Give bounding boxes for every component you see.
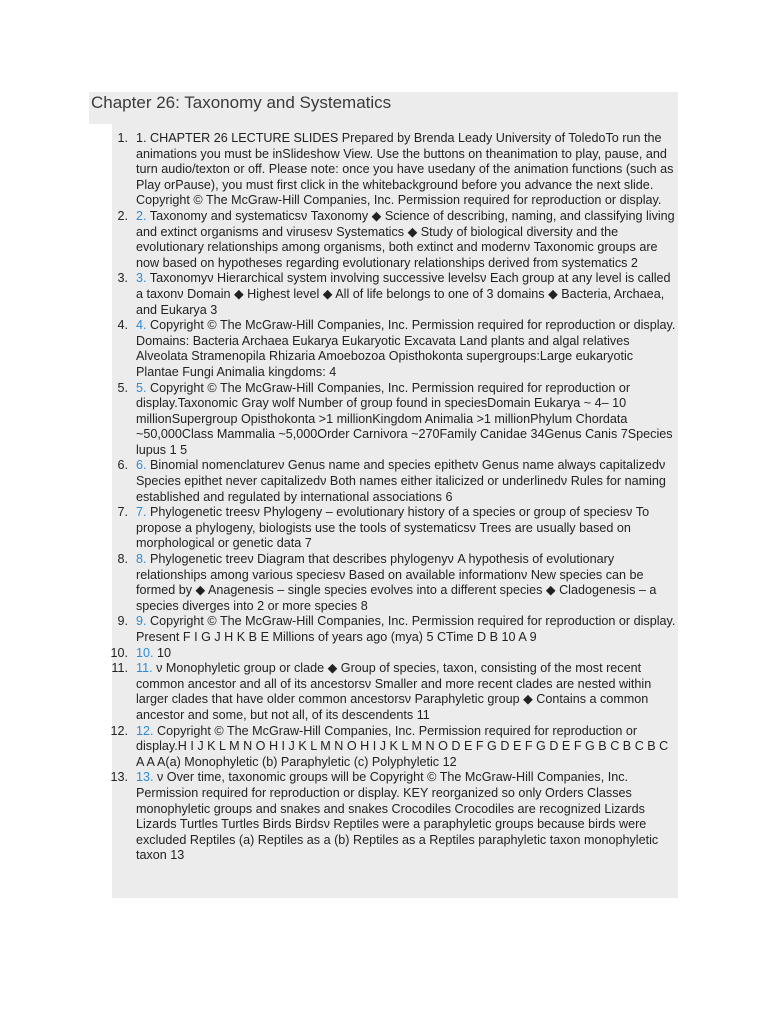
item-text: ν Over time, taxonomic groups will be Copyright © The McGraw-Hill Companies, Inc. Permission required for reproduction or display. KEY reorganized so only Orders Classes monophyletic groups and snakes and snakes Crocodiles Crocodiles are recognized Lizards Lizards Turtles Turtles Birds Birdsν Reptiles were a paraphyletic groups because birds were excluded Reptiles (a) Reptiles as a (b) Reptiles as a Reptiles paraphyletic taxon monophyletic taxon 13 [136,770,659,863]
slide-link[interactable]: 10. [136,645,154,660]
slide-link[interactable]: 13. [136,770,154,785]
list-item [102,505,678,552]
item-text: 10 [157,645,172,660]
item-text: Taxonomyν Hierarchical system involving successive levelsν Each group at any level is called a taxonν Domain ◆ Highest level ◆ All of life belongs to one of 3 domains ◆ Bacteria, Archaea, and Eukarya 3 [136,271,671,317]
item-text: Phylogenetic treesν Phylogeny – evolutionary history of a species or group of speciesν To propose a phylogeny, biologists use the tools of systematicsν Trees are usually based on morphological or genetic data 7 [136,505,650,551]
list-item [102,209,678,271]
list-item [102,131,678,209]
item-text: Copyright © The McGraw-Hill Companies, Inc. Permission required for reproduction or display.Taxonomic Gray wolf Number of group found in speciesDomain Eukarya ~ 4– 10 millionSupergroup Opisthokonta >1 millionKingdom Animalia >1 millionPhylum Chordata ~50,000Class Mammalia ~5,000Order Carnivora ~270Family Canidae 34Genus Canis 7Species lupus 1 5 [136,380,673,457]
item-text: ν Monophyletic group or clade ◆ Group of species, taxon, consisting of the most recent common ancestor and all of its ancestorsν Smaller and more recent clades are nested within larger clades that have older common ancestorsν Paraphyletic group ◆ Contains a common ancestor and some, but not all, of its descendents 11 [136,661,652,722]
slide-link[interactable]: 6. [136,458,147,473]
list-item [102,646,678,662]
slide-list [102,131,678,864]
slide-link[interactable]: 4. [136,318,147,333]
list-number: 9. [117,614,128,629]
list-number: 10. [110,645,128,660]
list-item [102,661,678,723]
list-number: 1. [117,131,128,145]
list-number: 5. [117,380,128,395]
slide-link[interactable]: 11. [136,661,153,676]
slide-link[interactable]: 3. [136,271,147,286]
list-number: 11. [111,661,128,676]
slide-link: 1. [136,131,147,145]
list-number: 12. [110,723,128,738]
item-text: Copyright © The McGraw-Hill Companies, Inc. Permission required for reproduction or display.H I J K L M N O H I J K L M N O H I J K L M N O D E F G D E F G D E F G B C B C B C A A A(a) Monophyletic (b) Paraphyletic (c) Polyphyletic 12 [136,723,669,769]
slide-link[interactable]: 2. [136,208,147,223]
list-number: 4. [117,318,128,333]
list-item [102,381,678,459]
list-number: 6. [117,458,128,473]
item-text: Phylogenetic treeν Diagram that describes phylogenyν A hypothesis of evolutionary relationships among various speciesν Based on available informationν New species can be formed by ◆ Anagenesis – single species evolves into a different species ◆ Cladogenesis – a species diverges into 2 or more species 8 [136,552,657,613]
list-item [102,458,678,505]
list-item [102,724,678,771]
list-number: 3. [117,271,128,286]
list-item [102,770,678,864]
item-text: Taxonomy and systematicsν Taxonomy ◆ Science of describing, naming, and classifying living and extinct organisms and virusesν Systematics ◆ Study of biological diversity and the evolutionary relationships among organisms, both extinct and modernν Taxonomic groups are now based on hypotheses regarding evolutionary relationships derived from systematics 2 [136,208,675,270]
list-item [102,614,678,645]
list-number: 2. [117,208,128,223]
list-number: 8. [117,552,128,567]
list-number: 7. [117,505,128,520]
page-title: Chapter 26: Taxonomy and Systematics [91,93,392,112]
slide-link[interactable]: 9. [136,614,147,629]
item-text: Binomial nomenclatureν Genus name and species epithetν Genus name always capitalizedν Species epithet never capitalizedν Both names either italicized or underlinedν Rules for naming established and regulated by international associations 6 [136,458,666,504]
slide-link[interactable]: 8. [136,552,147,567]
list-item [102,271,678,318]
list-item [102,318,678,380]
item-text: CHAPTER 26 LECTURE SLIDES Prepared by Brenda Leady University of ToledoTo run the animations you must be inSlideshow View. Use the buttons on theanimation to play, pause, and turn audio/texton or off. Please note: once you have usedany of the animation functions (such as Play orPause), you must first click in the whitebackground before you advance the next slide. Copyright © The McGraw-Hill Companies, Inc. Permission required for reproduction or display. [136,131,674,208]
list-item [102,552,678,614]
slide-link[interactable]: 5. [136,380,147,395]
item-text: Copyright © The McGraw-Hill Companies, Inc. Permission required for reproduction or display. Present F I G J H K B E Millions of years ago (mya) 5 CTime D B 10 A 9 [136,614,676,644]
list-number: 13. [110,770,128,785]
slide-link[interactable]: 12. [136,723,154,738]
item-text: Copyright © The McGraw-Hill Companies, Inc. Permission required for reproduction or display. Domains: Bacteria Archaea Eukarya Eukaryotic Excavata Land plants and algal relatives Alveolata Stramenopila Rhizaria Amoebozoa Opisthokonta supergroups:Large eukaryotic Plantae Fungi Animalia kingdoms: 4 [136,318,676,379]
slide-link[interactable]: 7. [136,505,147,520]
